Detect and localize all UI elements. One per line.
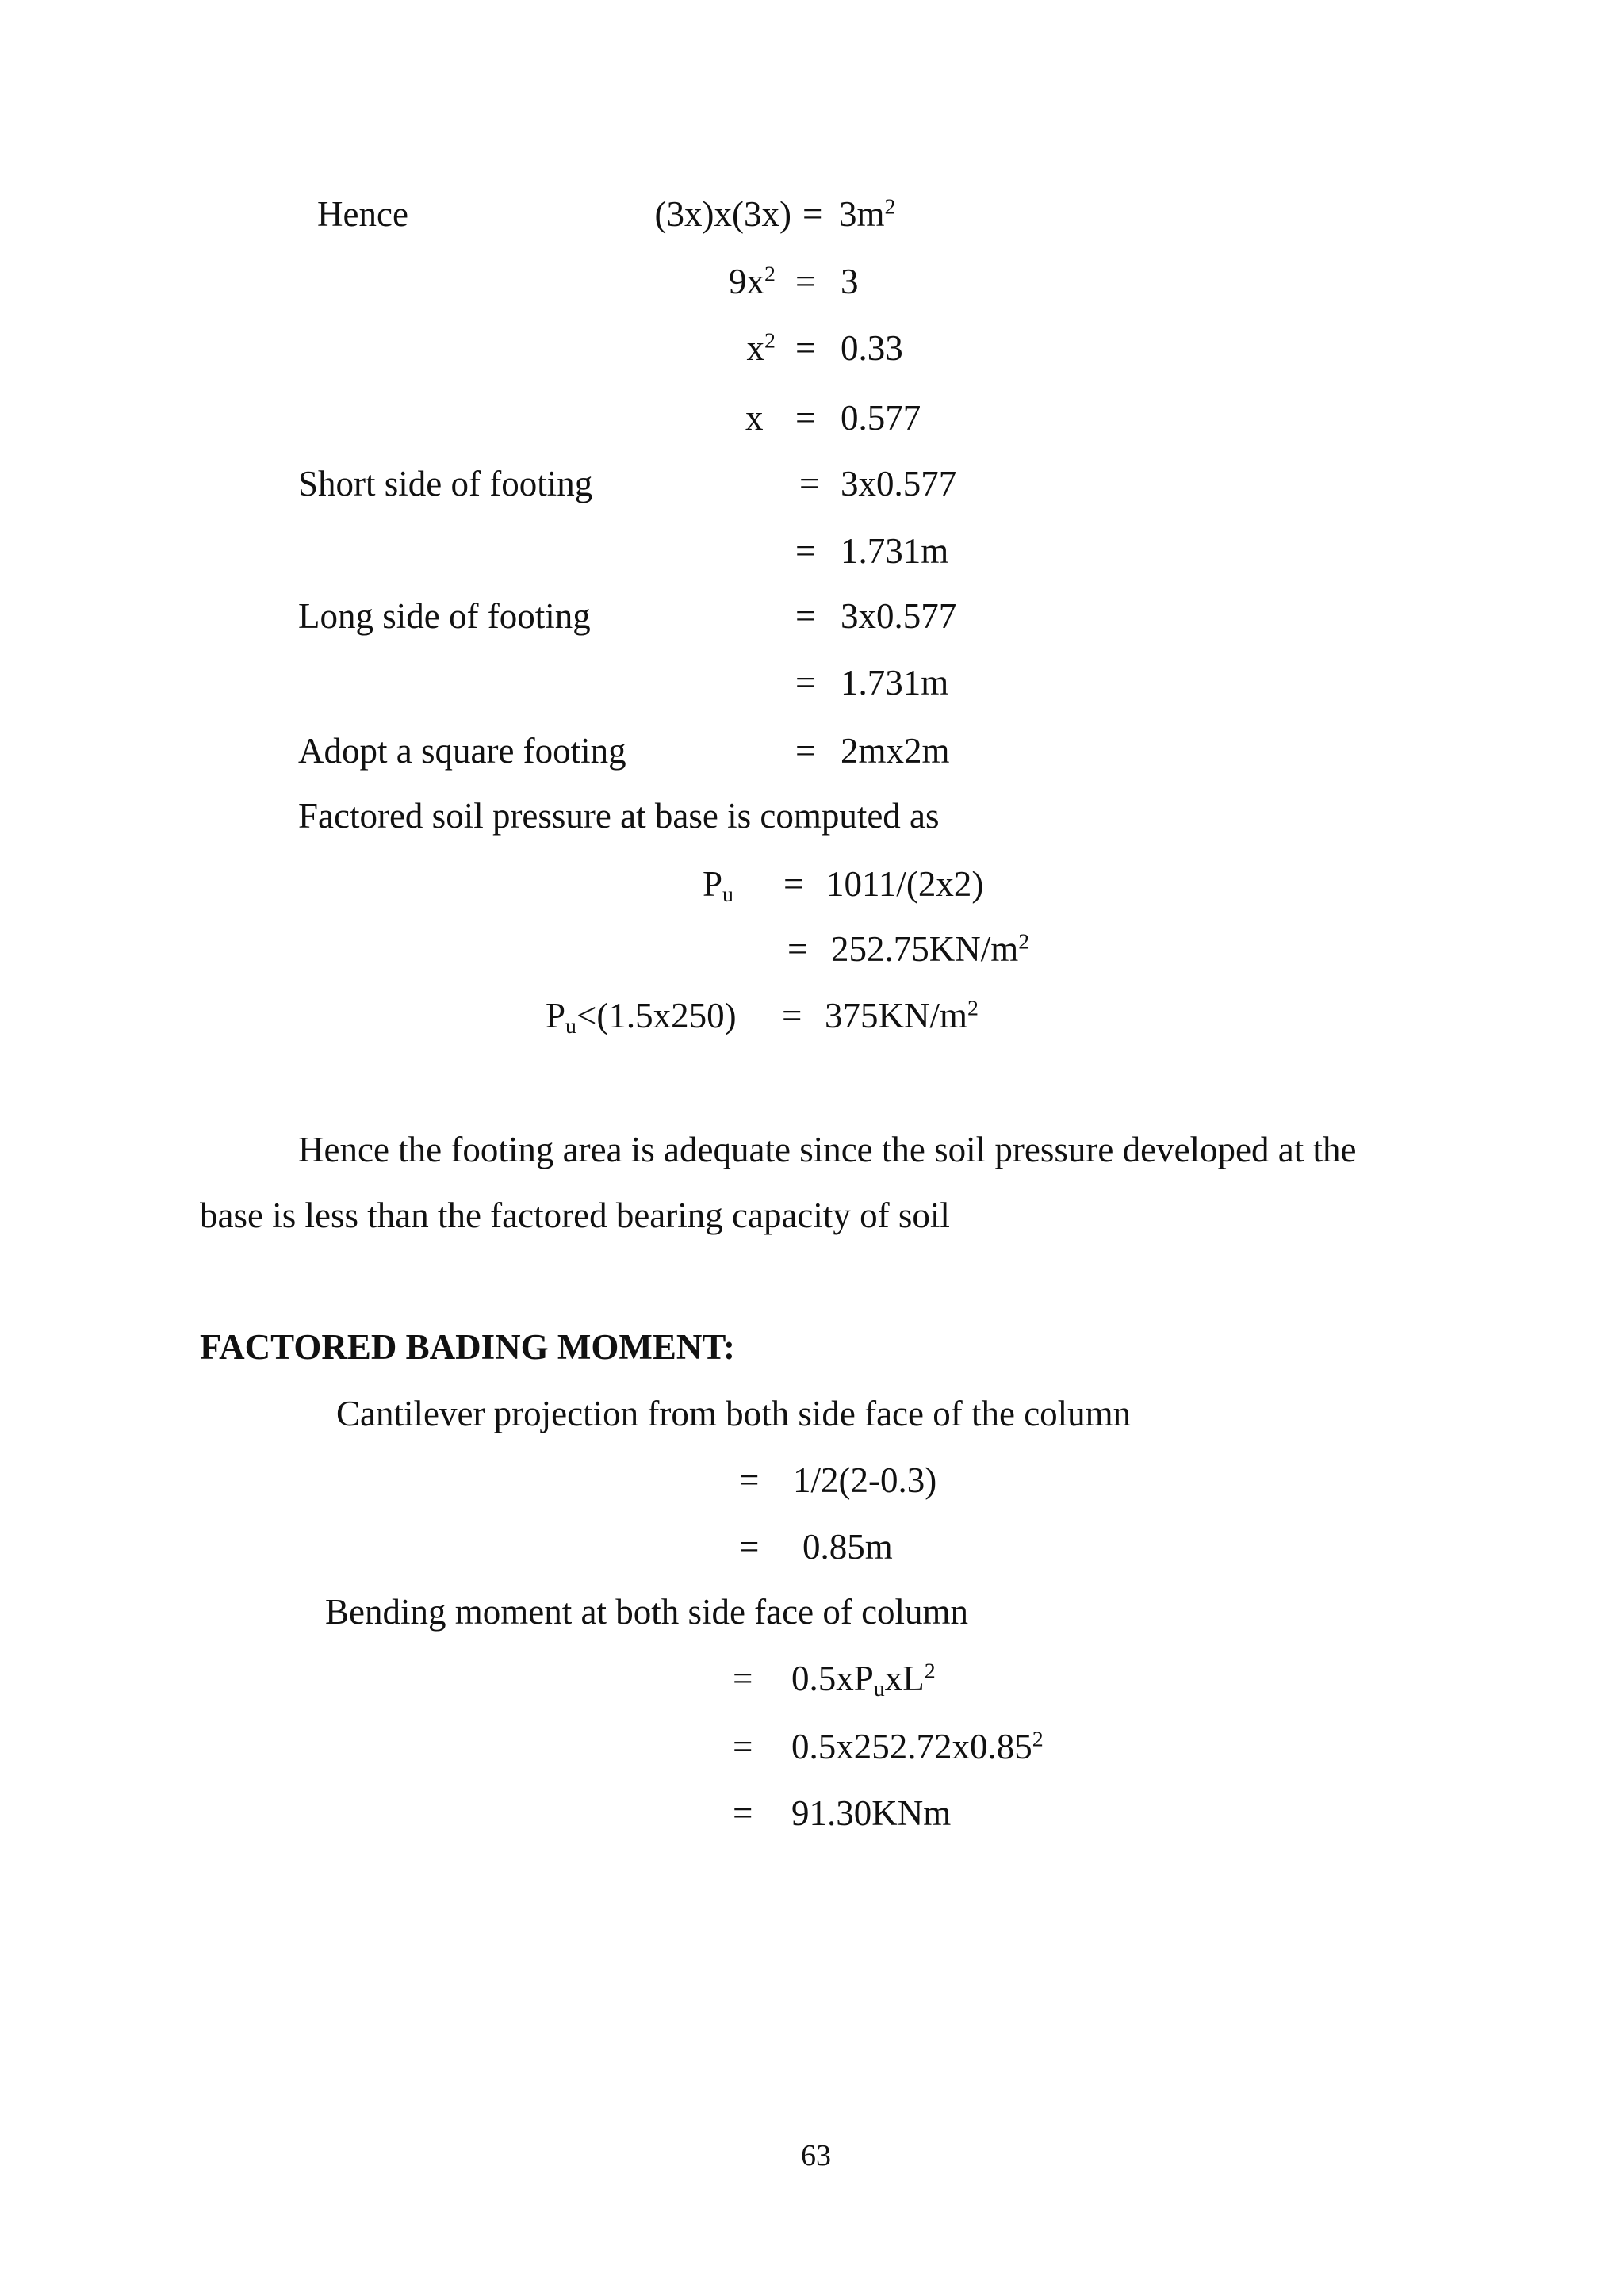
adopt-equals: = [795, 731, 816, 771]
pu-equals: = [783, 864, 804, 904]
short-side-equals: = [799, 464, 820, 503]
eq1-rhs: $3m^2$ [839, 194, 896, 234]
cantilever-result: 0.85m [802, 1527, 893, 1567]
eq1-lhs: (3x)x(3x) [654, 194, 791, 234]
long-side-label: Long side of footing [298, 596, 591, 636]
eq2-lhs: $9x^2$ [729, 262, 776, 301]
eq4-lhs: x [745, 398, 764, 438]
pu-result: $252.75KN/m^2$ [831, 929, 1030, 969]
long-side-equals: = [795, 596, 816, 636]
cantilever-value: 1/2(2-0.3) [793, 1460, 937, 1500]
short-side-result-equals: = [795, 531, 816, 571]
bending-substitution-equals: = [733, 1727, 753, 1766]
cantilever-label: Cantilever projection from both side face of the column [336, 1394, 1132, 1433]
paragraph-line-2: base is less than the factored bearing capacity of soil [200, 1196, 950, 1235]
bending-result-equals: = [733, 1793, 753, 1833]
bending-substitution: 0.5x252.72x0.85$^2$ [791, 1727, 1044, 1766]
pu-value: 1011/(2x2) [826, 864, 984, 904]
cantilever-equals: = [739, 1460, 760, 1500]
eq4-equals: = [795, 398, 816, 438]
eq2-equals: = [795, 262, 816, 301]
long-side-value: 3x0.577 [841, 596, 957, 636]
short-side-result: 1.731m [841, 531, 949, 571]
pu-limit-lhs: $P_u<(1.5x250)$ [546, 996, 737, 1039]
eq4-rhs: 0.577 [841, 398, 921, 438]
eq3-lhs: $x^2$ [746, 328, 776, 368]
pu-symbol: $P_u$ [703, 864, 733, 907]
eq3-rhs: 0.33 [841, 328, 903, 368]
eq1-equals: = [802, 194, 823, 234]
bending-formula-equals: = [733, 1659, 753, 1698]
factored-intro: Factored soil pressure at base is computed as [298, 796, 940, 836]
pu-limit-value: $375KN/m^2$ [825, 996, 979, 1035]
hence-label: Hence [317, 194, 408, 234]
page-number: 63 [801, 2139, 831, 2172]
short-side-value: 3x0.577 [841, 464, 957, 503]
long-side-result: 1.731m [841, 663, 949, 702]
bending-formula: $0.5xP_uxL^2$ [791, 1659, 936, 1701]
adopt-label: Adopt a square footing [298, 731, 626, 771]
cantilever-result-equals: = [739, 1527, 760, 1567]
bending-label: Bending moment at both side face of column [325, 1592, 969, 1632]
short-side-label: Short side of footing [298, 464, 593, 503]
eq2-rhs: 3 [841, 262, 859, 301]
adopt-value: 2mx2m [841, 731, 950, 771]
section-heading: FACTORED BADING MOMENT: [200, 1327, 735, 1367]
pu-limit-equals: = [782, 996, 802, 1035]
paragraph-line-1: Hence the footing area is adequate since the soil pressure developed at the [298, 1130, 1357, 1169]
eq3-equals: = [795, 328, 816, 368]
bending-result: 91.30KNm [791, 1793, 952, 1833]
long-side-result-equals: = [795, 663, 816, 702]
pu-result-equals: = [787, 929, 808, 969]
